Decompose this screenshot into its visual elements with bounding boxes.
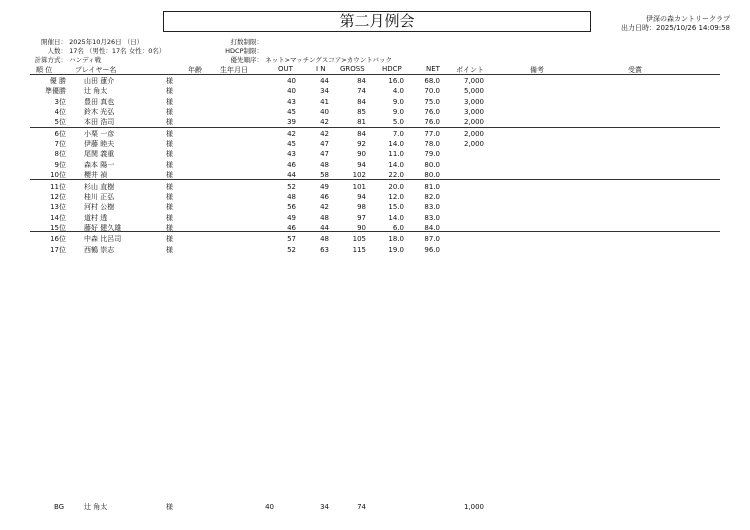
cell-net: 83.0 [424,213,440,222]
cell-gross: 102 [352,171,366,180]
cell-sama: 様 [166,77,173,85]
cell-point: 2,000 [463,140,484,149]
cell-name: 河村 公樹 [84,203,115,212]
cell-point: 3,000 [463,97,484,106]
cell-gross: 74 [357,87,366,96]
cell-rank: 3位 [54,97,66,106]
bg-out: 40 [265,503,274,511]
cell-out: 40 [287,77,296,85]
cell-gross: 115 [352,245,366,254]
cell-net: 81.0 [424,182,440,191]
club-info [621,15,730,33]
cell-hdcp: 9.0 [392,108,404,117]
cell-net: 84.0 [424,223,440,232]
count-label: 人数： [47,47,67,55]
cell-name: 伊藤 睦夫 [84,140,115,149]
cell-gross: 98 [357,203,366,212]
cell-hdcp: 16.0 [388,77,404,85]
bg-sama: 様 [166,503,173,511]
cell-point: 2,000 [463,129,484,138]
cell-sama: 様 [166,235,173,244]
cell-in: 49 [320,182,329,191]
header-gross: GROSS [340,65,365,73]
cell-gross: 81 [357,118,366,127]
table-row [0,107,750,117]
cell-name: 山田 蓮介 [84,77,115,85]
cell-rank: 5位 [54,118,66,127]
cell-hdcp: 20.0 [388,182,404,191]
cell-net: 77.0 [424,129,440,138]
count-value: 17名 （男性：17名 女性：0名） [69,47,166,55]
cell-out: 48 [287,192,296,201]
calc-value: ハンディ戦 [69,56,102,64]
cell-rank: 17位 [50,245,66,254]
cell-in: 41 [320,97,329,106]
cell-net: 80.0 [424,171,440,180]
header-player: プレイヤー名 [75,66,117,74]
table-row [0,234,750,244]
priority-label: 優先順序： [230,56,263,64]
cell-name: 辻 角太 [84,87,108,96]
cell-hdcp: 11.0 [388,150,404,159]
cell-gross: 84 [357,77,366,85]
bg-gross: 74 [357,503,366,511]
cell-out: 52 [287,182,296,191]
cell-name: 尾関 義重 [84,150,115,159]
calc-label: 計算方式： [34,56,67,64]
priority-value: ネット>マッチングスコア>カウントバック [265,56,393,64]
cell-net: 83.0 [424,203,440,212]
cell-sama: 様 [166,203,173,212]
cell-sama: 様 [166,160,173,169]
cell-sama: 様 [166,108,173,117]
cell-name: 森本 陽一 [84,160,115,169]
cell-sama: 様 [166,213,173,222]
cell-sama: 様 [166,223,173,232]
cell-out: 49 [287,213,296,222]
cell-gross: 85 [357,108,366,117]
cell-in: 42 [320,118,329,127]
cell-net: 78.0 [424,140,440,149]
cell-in: 44 [320,223,329,232]
header-note: 備考 [530,66,544,74]
cell-rank: 10位 [50,171,66,180]
date-value: 2025年10月26日 （日） [69,38,144,46]
cell-hdcp: 19.0 [388,245,404,254]
club-name: 伊深の森カントリークラブ [646,15,730,23]
cell-in: 47 [320,140,329,149]
table-row [0,117,750,127]
cell-out: 42 [287,129,296,138]
table-row [0,170,750,180]
cell-out: 46 [287,223,296,232]
cell-hdcp: 9.0 [392,97,404,106]
table-row [0,245,750,255]
cell-net: 79.0 [424,150,440,159]
cell-point: 2,000 [463,118,484,127]
header-point: ポイント [456,66,484,74]
report-title: 第二月例会 [163,11,591,32]
table-row [0,223,750,233]
cell-in: 46 [320,192,329,201]
table-row [0,139,750,149]
cell-net: 80.0 [424,160,440,169]
cell-out: 57 [287,235,296,244]
cell-out: 39 [287,118,296,127]
cell-hdcp: 22.0 [388,171,404,180]
cell-name: 桂川 正弘 [84,192,115,201]
cell-net: 76.0 [424,118,440,127]
cell-rank: 4位 [54,108,66,117]
cell-in: 63 [320,245,329,254]
cell-rank: 準優勝 [45,87,66,96]
cell-out: 52 [287,245,296,254]
cell-name: 小栗 一彦 [84,129,115,138]
cell-name: 西鶴 崇志 [84,245,115,254]
cell-in: 47 [320,150,329,159]
table-row [0,149,750,159]
cell-in: 42 [320,129,329,138]
cell-gross: 84 [357,129,366,138]
header-net: NET [426,65,440,73]
cell-hdcp: 14.0 [388,160,404,169]
cell-name: 藤好 健久雄 [84,223,122,232]
cell-out: 43 [287,150,296,159]
cell-sama: 様 [166,182,173,191]
cell-in: 48 [320,235,329,244]
cell-out: 40 [287,87,296,96]
cell-out: 43 [287,97,296,106]
cell-rank: 15位 [50,223,66,232]
table-row [0,202,750,212]
cell-net: 82.0 [424,192,440,201]
cell-gross: 97 [357,213,366,222]
header-divider [30,74,720,75]
output-datetime: 出力日時：2025/10/26 14:09:58 [620,24,730,32]
cell-hdcp: 14.0 [388,213,404,222]
cell-sama: 様 [166,150,173,159]
cell-hdcp: 12.0 [388,192,404,201]
cell-name: 櫻井 禎 [84,171,108,180]
cell-sama: 様 [166,245,173,254]
cell-hdcp: 14.0 [388,140,404,149]
cell-hdcp: 7.0 [392,129,404,138]
table-row [0,160,750,170]
header-hdcp: HDCP [382,65,402,73]
cell-point: 7,000 [463,77,484,85]
header-birth: 生年月日 [220,66,248,74]
cell-name: 本田 浩司 [84,118,115,127]
table-row [0,76,750,86]
cell-gross: 105 [352,235,366,244]
cell-net: 87.0 [424,235,440,244]
cell-gross: 90 [357,150,366,159]
cell-out: 56 [287,203,296,212]
cell-rank: 7位 [54,140,66,149]
cell-sama: 様 [166,118,173,127]
cell-hdcp: 15.0 [388,203,404,212]
cell-name: 中森 比呂司 [84,235,122,244]
table-row [0,182,750,192]
cell-in: 44 [320,77,329,85]
meta-left [30,38,165,65]
cell-net: 96.0 [424,245,440,254]
cell-gross: 94 [357,160,366,169]
table-row [0,192,750,202]
cell-gross: 101 [352,182,366,191]
cell-rank: 16位 [50,235,66,244]
cell-name: 杉山 直樹 [84,182,115,191]
cell-net: 76.0 [424,108,440,117]
cell-sama: 様 [166,171,173,180]
table-row [0,86,750,96]
header-out: OUT [278,65,293,73]
cell-out: 44 [287,171,296,180]
header-age: 年齢 [188,66,202,74]
hdcp-limit-label: HDCP制限： [225,47,263,55]
header-prize: 受賞 [628,66,642,74]
cell-in: 42 [320,203,329,212]
cell-out: 45 [287,140,296,149]
cell-in: 48 [320,160,329,169]
cell-gross: 94 [357,192,366,201]
limit-label: 打数制限： [230,38,263,46]
cell-hdcp: 18.0 [388,235,404,244]
cell-hdcp: 5.0 [392,118,404,127]
bg-row [0,502,750,512]
date-label: 開催日： [41,38,67,46]
cell-name: 豊田 真也 [84,97,115,106]
cell-sama: 様 [166,87,173,96]
header-rank: 順 位 [36,66,53,74]
cell-hdcp: 4.0 [392,87,404,96]
cell-point: 3,000 [463,108,484,117]
cell-rank: 優 勝 [49,77,66,85]
table-row [0,213,750,223]
cell-sama: 様 [166,192,173,201]
cell-name: 道村 透 [84,213,108,222]
cell-out: 45 [287,108,296,117]
cell-sama: 様 [166,129,173,138]
cell-rank: 12位 [50,192,66,201]
cell-net: 75.0 [424,97,440,106]
cell-sama: 様 [166,97,173,106]
cell-in: 48 [320,213,329,222]
table-row [0,97,750,107]
cell-in: 58 [320,171,329,180]
bg-name: 辻 角太 [84,503,108,511]
cell-name: 鈴木 光弘 [84,108,115,117]
cell-hdcp: 6.0 [392,223,404,232]
cell-rank: 14位 [50,213,66,222]
cell-out: 46 [287,160,296,169]
header-in: I N [316,65,326,73]
cell-net: 70.0 [424,87,440,96]
table-row [0,129,750,139]
cell-sama: 様 [166,140,173,149]
cell-rank: 13位 [50,203,66,212]
cell-net: 68.0 [424,77,440,85]
cell-rank: 6位 [54,129,66,138]
cell-in: 40 [320,108,329,117]
meta-right [218,38,392,65]
cell-in: 34 [320,87,329,96]
cell-gross: 84 [357,97,366,106]
bg-point: 1,000 [463,503,484,511]
cell-gross: 90 [357,223,366,232]
cell-rank: 11位 [50,182,66,191]
bg-in: 34 [320,503,329,511]
cell-rank: 9位 [54,160,66,169]
cell-point: 5,000 [463,87,484,96]
cell-rank: 8位 [54,150,66,159]
cell-gross: 92 [357,140,366,149]
bg-rank: BG [54,503,65,511]
